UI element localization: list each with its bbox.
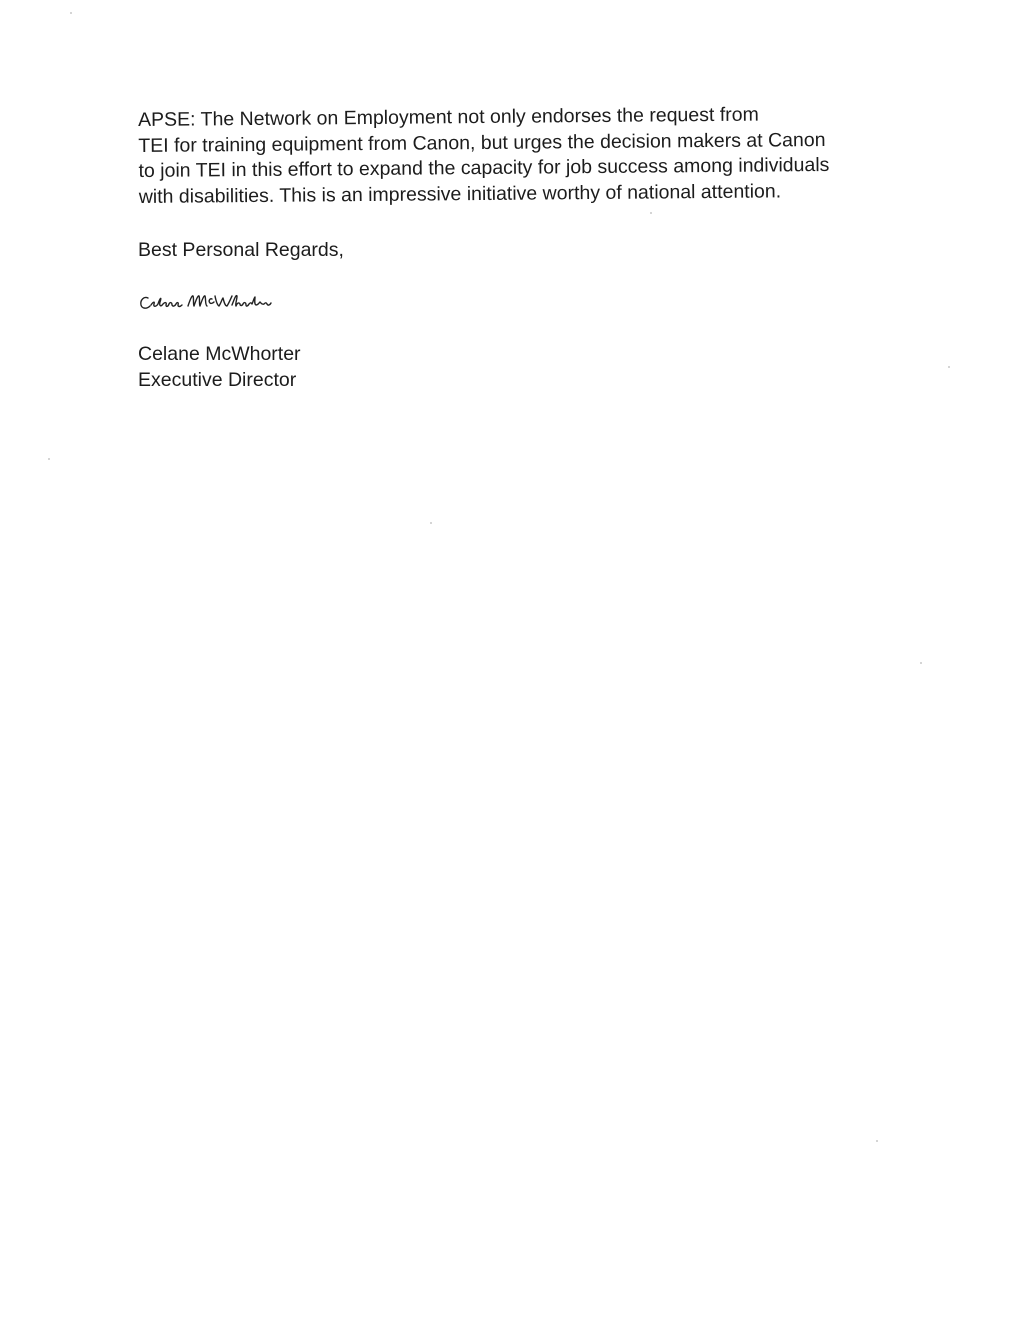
signer-name: Celane McWhorter (138, 343, 301, 365)
scan-speck (430, 522, 432, 524)
signature-block (138, 341, 301, 393)
signer-title: Executive Director (138, 369, 297, 391)
body-line: TEI for training equipment from Canon, but urges the decision makers at Canon (138, 128, 826, 157)
scan-speck (948, 366, 950, 368)
body-paragraph (138, 101, 899, 210)
scan-speck (650, 212, 652, 214)
body-line: with disabilities. This is an impressive initiative worthy of national attention. (138, 179, 782, 208)
scan-speck (70, 12, 72, 14)
body-line: APSE: The Network on Employment not only endorses the request from (138, 103, 759, 131)
closing-salutation: Best Personal Regards, (138, 239, 344, 261)
scan-speck (48, 458, 50, 460)
body-line: to join TEI in this effort to expand the capacity for job success among individuals (138, 153, 830, 182)
handwritten-signature (138, 288, 278, 316)
scan-speck (920, 662, 922, 664)
scan-speck (876, 1140, 878, 1142)
